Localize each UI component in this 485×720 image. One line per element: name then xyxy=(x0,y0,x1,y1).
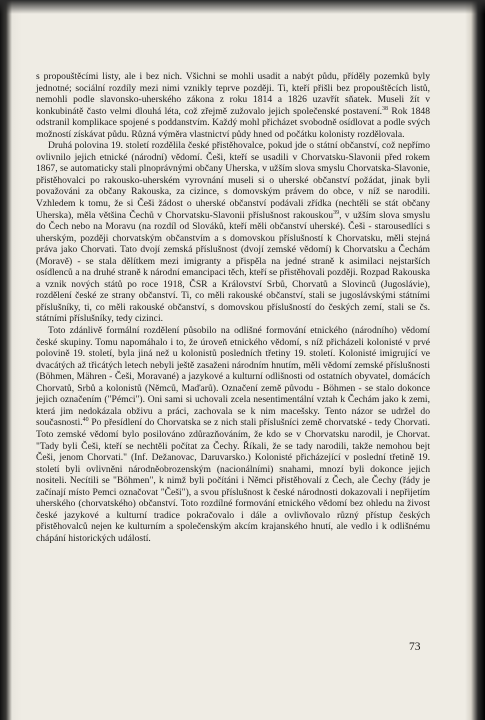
body-text xyxy=(36,71,430,544)
paragraph-1-end: Rok 1848 odstranil komplikace spojené s poddanstvím. Každý mohl přicházet svobodně osídlovat a podle svých možností získávat půdu. Různá výměra vlastnictví půdy hned od počátku kolonisty rozdělovala. xyxy=(36,105,430,140)
paragraph-1-text: s propouštěcími listy, ale i bez nich. Všichni se mohli usadit a nabýt půdu, přídělу pozemků byly jednotné; sociální rozdíly mezi nimi vznikly teprve později. Ti, kteří přišli bez propouštěcích listů, nemohli podle slavonsko-uherského zákona z roku 1814 a 1826 uzavřít sňatek. Museli žít v konkubinátě často velmi dlouhá léta, což zřejmě zužovalo jejich společenské postavení. xyxy=(36,71,430,117)
paragraph-1 xyxy=(36,71,430,140)
paragraph-2-end: , v užším slova smyslu do Čech nebo na Moravu (na rozdíl od Slováků, kteří měli občanství uherské). Češi - starousedlíci s uherským, později chorvatským občanstvím a s domovskou příslušností k Chorvatsku, měli stejná práva jako Chorvati. Tato dvojí zemská příslušnost (dvojí zemské vědomí) k Chorvatsku a Čechám (Moravě) - se stala dělítkem mezi imigranty a přispěla na jedné straně k asimilaci nejstarších osídlenců a na druhé straně k národní emancipaci těch, kteří se přistěhovali později. Rozpad Rakouska a vznik nových států po roce 1918, ČSR a Království Srbů, Chorvatů a Slovinců (Jugoslávie), rozdělení české ze strany občanství. Ti, co měli rakouské občanství, stali se jugoslávskými státními příslušníky, ti, co měli rakouské občanství, s domovskou příslušností do českých zemí, stali se čs. státními příslušníky, tedy cizinci. xyxy=(36,209,430,325)
paragraph-3 xyxy=(36,325,430,544)
footnote-39: 39 xyxy=(333,209,340,216)
page-number: 73 xyxy=(409,641,421,653)
page-top-shadow xyxy=(0,0,485,14)
footnote-38: 38 xyxy=(382,105,389,112)
footnote-40: 40 xyxy=(82,417,89,424)
paragraph-2-text: Druhá polovina 19. století rozdělila české přistěhovalce, pokud jde o státní občanství, což nepřímo ovlivnilo jejich etnické (národní) vědomí. Češi, kteří se usadili v Chorvatsku-Slavonii před rokem 1867, se automaticky stali plnoprávnými občany Uherska, v užším slova smyslu Chorvatska-Slavonie, přistěhovalci po rakousko-uherském vyrovnání museli si o uherské občanství požádat, jinak byli považováni za občany Rakouska, za cizince, s domovským právem do obce, v níž se narodili. Vzhledem k tomu, že si Češi žádost o uherské občanství podávali zřídka (nechtěli se stát občany Uherska), měla většina Čechů v Chorvatsku-Slavonii příslušnost rakouskou xyxy=(36,140,430,221)
paragraph-2 xyxy=(36,140,430,325)
paragraph-3-text: Toto zdánlivě formální rozdělení působilo na odlišné formování etnického (národního) vědomí české skupiny. Tomu napomáhalo i to, že úroveň etnického vědomí, s níž přicházeli kolonisté v prvé polovině 19. století, byla jiná než u kolonistů posledních třetiny 19. století. Kolonisté imigrující ve dvacátých až třicátých letech nebyli ještě zasaženi národním hnutím, měli vědomí zemské příslušnosti (Böhmen, Mähren - Češi, Moravané) a jazykové a kulturní odlišnosti od ostatních obyvatel, domácích Chorvatů, Srbů a kolonistů (Němců, Maďarů). Označení země původu - Böhmen - se stalo dokonce jejich označením ("Pémci"). Oni sami si uchovali zcela nesentimentální vztah k Čechám jako k zemi, která jim nedokázala obživu a práci, zachovala se k nim macešsky. Tento názor se udržel do současnosti. xyxy=(36,325,430,429)
paragraph-3-end: Po přesídlení do Chorvatska se z nich stali příslušníci země chorvatské - tedy Chorvati. Toto zemské vědomí bylo posilováno zdůrazňováním, že kdo se v Chorvatsku narodil, je Chorvat. "Tady byli Češi, kteří se nechtěli počítat za Čechy. Říkali, že se tady narodili, takže nemohou bejt Češi, jenom Chorvati." (Inf. Dežanovac, Daruvarsko.) Kolonisté přicházející v poslední třetině 19. století byli ovlivněni národněobrozenským (nacionálními) snahami, mnozí byli dokonce jejich nositeli. Necítili se "Böhmen", k nimž byli počítáni i Němci přistěhovalí z Čech, ale Čechy (řády je začínají místo Pemci označovat "Češi"), a svou příslušnost k české národnosti dokazovali i nepřijetím uherského (chorvatského) občanství. Toto rozdílné formování etnického vědomí bez ohledu na živost české jazykové a kulturní tradice pokračovalo i dále a ovlivňovalo různý přístup českých přistěhovalců nejen ke kulturním a společenským akcím krajanského hnutí, ale vedlo i k odlišnému chápání historických událostí. xyxy=(36,417,430,544)
